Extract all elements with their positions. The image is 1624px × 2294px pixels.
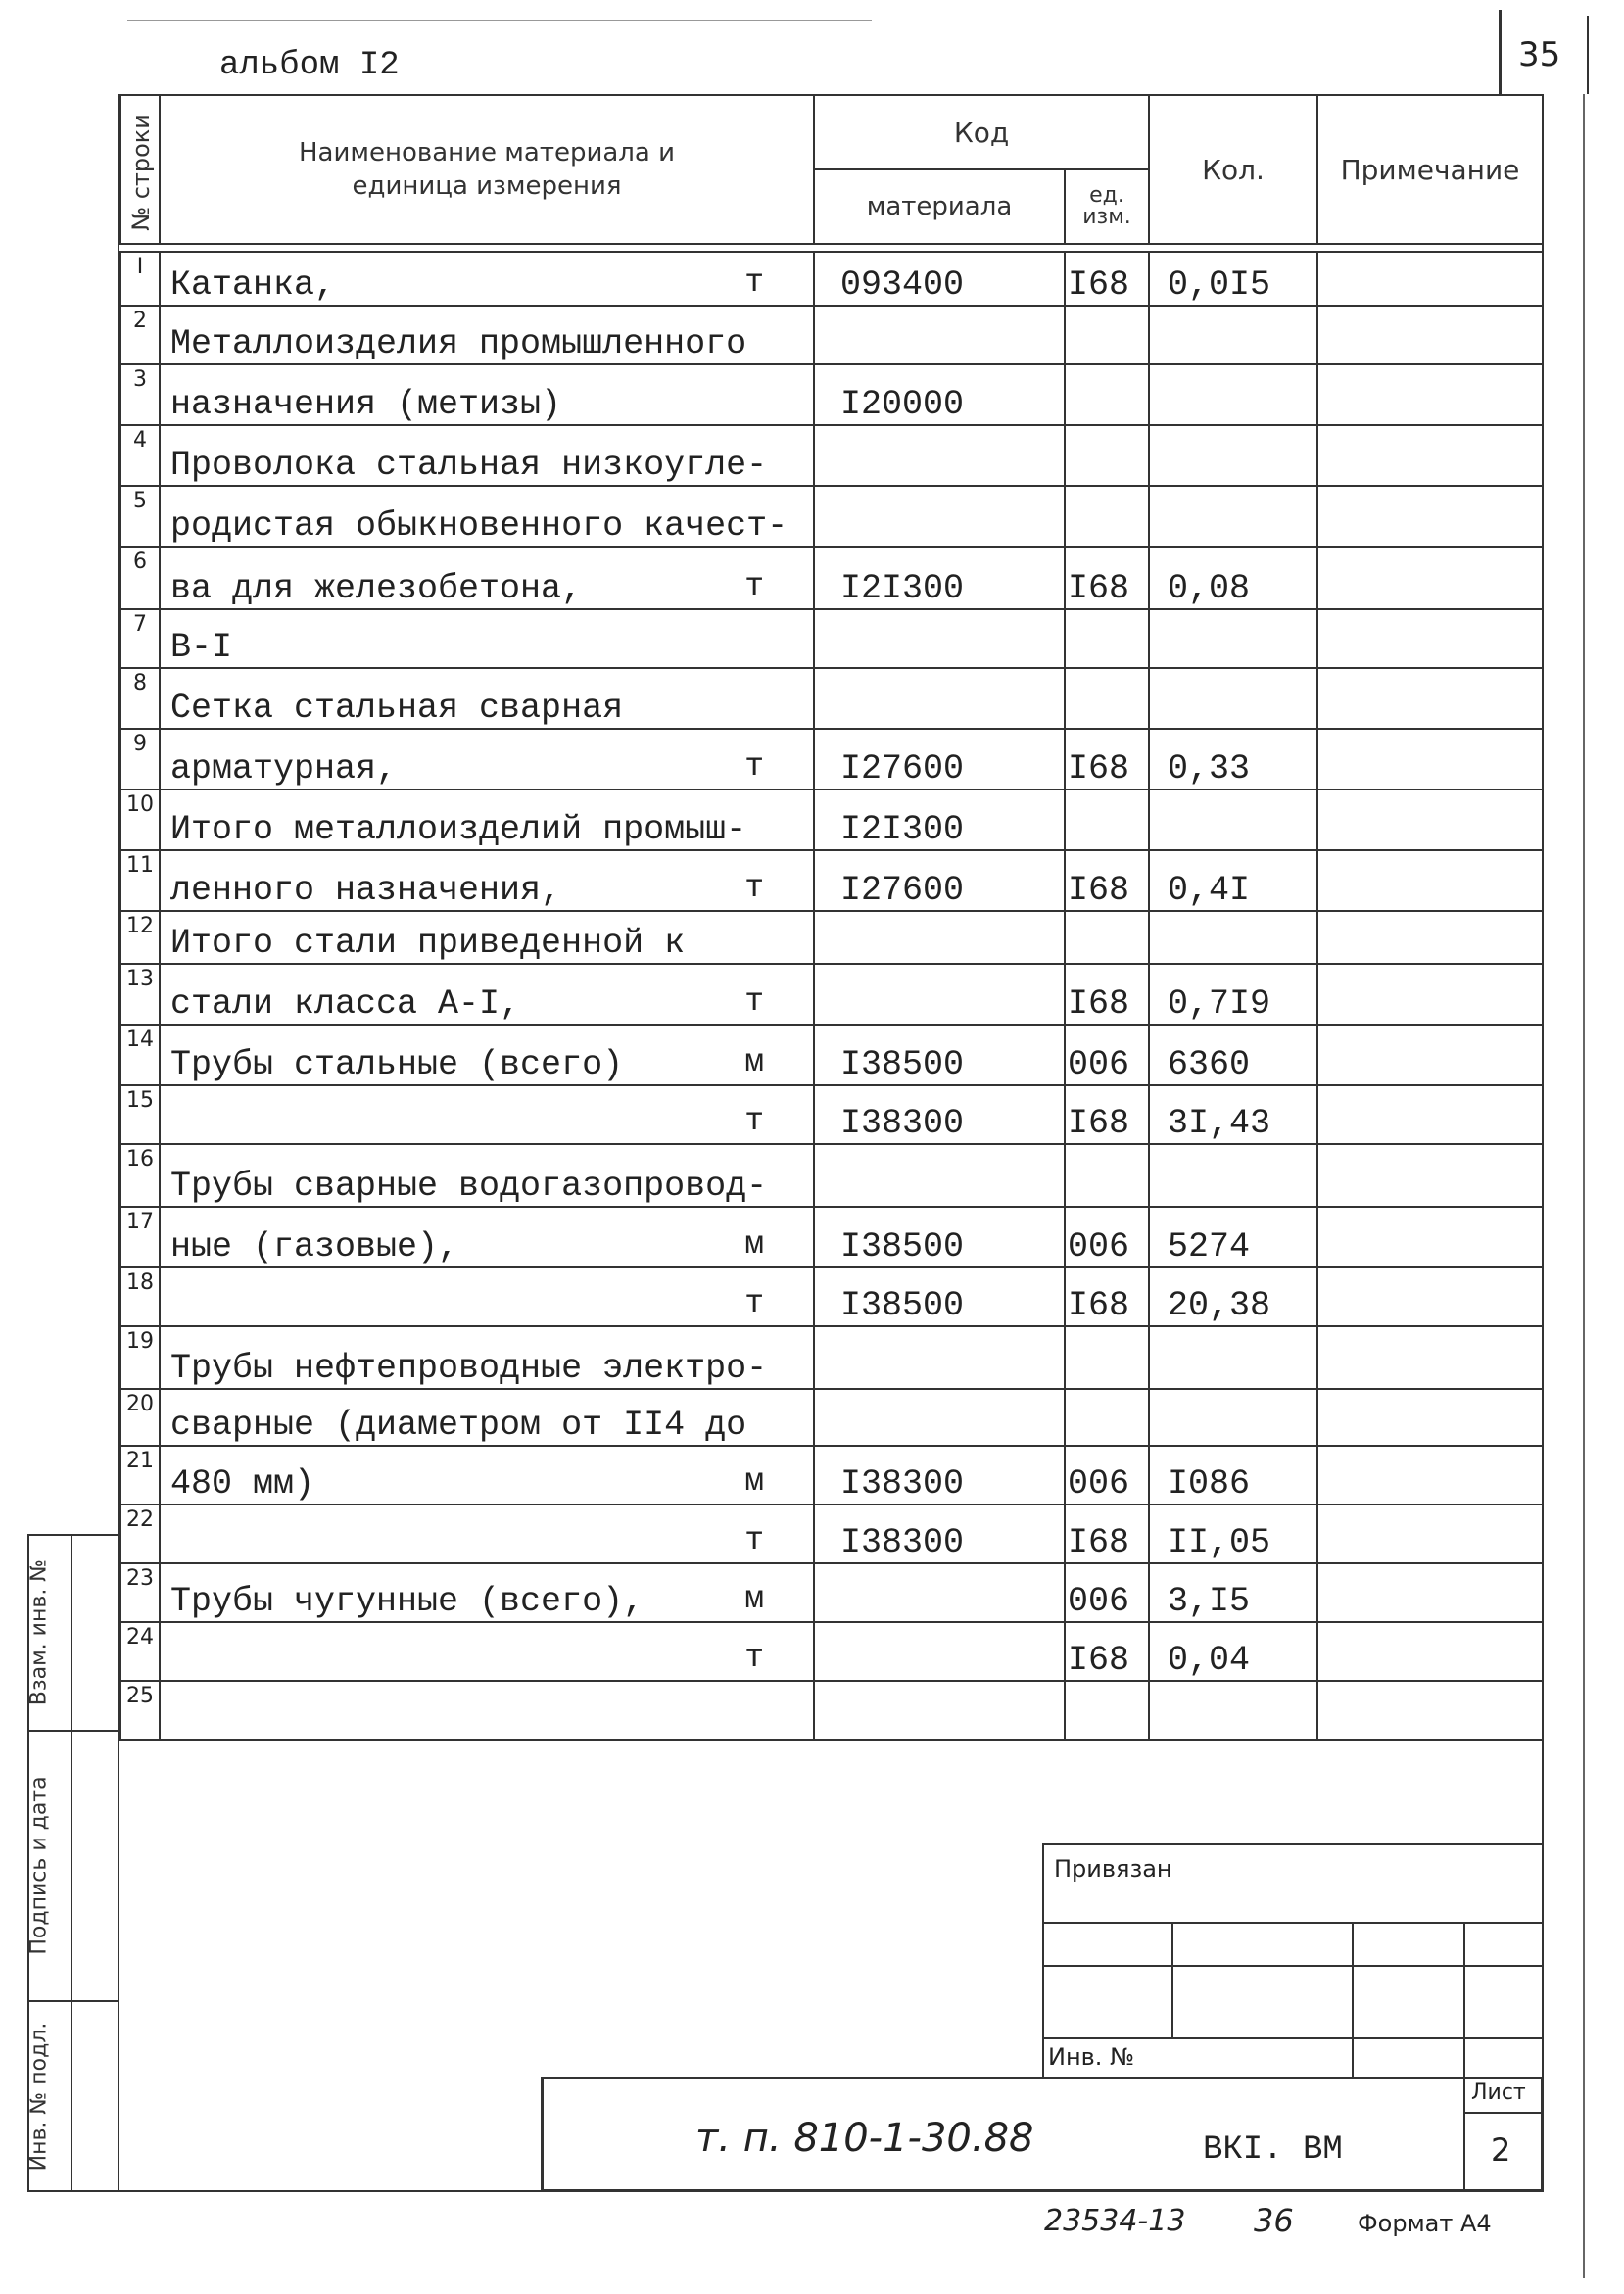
header-row-no-label: № строки <box>127 114 155 231</box>
material-name-text: Проволока стальная низкоугле- <box>170 446 768 485</box>
row-number: 20 <box>120 1389 160 1446</box>
table-row <box>120 1267 1543 1326</box>
table-row <box>120 1025 1543 1085</box>
note <box>1317 609 1543 668</box>
quantity: 6360 <box>1149 1025 1317 1085</box>
material-code: I38300 <box>814 1446 1065 1505</box>
note <box>1317 306 1543 364</box>
note <box>1317 1563 1543 1622</box>
row-number: 17 <box>120 1207 160 1267</box>
material-code <box>814 1622 1065 1681</box>
unit-code: I68 <box>1065 547 1149 609</box>
quantity: 0,04 <box>1149 1622 1317 1681</box>
quantity <box>1149 1144 1317 1207</box>
material-name <box>160 306 814 364</box>
unit-text: т <box>744 1103 764 1139</box>
material-name <box>160 668 814 729</box>
row-number: 18 <box>120 1267 160 1326</box>
header-note-label: Примечание <box>1340 153 1520 186</box>
material-name-text: ва для железобетона, <box>170 569 583 608</box>
unit-code: 006 <box>1065 1025 1149 1085</box>
note <box>1317 1025 1543 1085</box>
header-qty-label: Кол. <box>1202 153 1265 186</box>
unit-code: I68 <box>1065 252 1149 306</box>
side-stamp-divider-v <box>71 1534 72 2192</box>
header-qty <box>1149 95 1317 244</box>
unit-code <box>1065 609 1149 668</box>
unit-code: I68 <box>1065 964 1149 1025</box>
table-row <box>120 1207 1543 1267</box>
material-code: I38500 <box>814 1207 1065 1267</box>
table-row <box>120 425 1543 486</box>
unit-code <box>1065 486 1149 547</box>
quantity: 5274 <box>1149 1207 1317 1267</box>
material-name <box>160 1505 814 1563</box>
header-code-label: Код <box>953 116 1010 149</box>
material-code <box>814 964 1065 1025</box>
material-name <box>160 252 814 306</box>
unit-text: т <box>744 983 764 1020</box>
material-code: I38300 <box>814 1085 1065 1144</box>
material-code: I20000 <box>814 364 1065 425</box>
row-number: 5 <box>120 486 160 547</box>
stamp-sheet-number: 2 <box>1491 2131 1511 2169</box>
note <box>1317 1144 1543 1207</box>
unit-code: I68 <box>1065 729 1149 789</box>
table-row <box>120 668 1543 729</box>
stamp-line-1 <box>1042 1922 1544 1924</box>
material-name <box>160 547 814 609</box>
quantity <box>1149 1389 1317 1446</box>
quantity: 0,0I5 <box>1149 252 1317 306</box>
material-name-text: 480 мм) <box>170 1464 315 1504</box>
note <box>1317 252 1543 306</box>
quantity <box>1149 789 1317 850</box>
quantity: 0,08 <box>1149 547 1317 609</box>
right-edge-line <box>1583 94 1585 2278</box>
quantity <box>1149 1326 1317 1389</box>
quantity: 3I,43 <box>1149 1085 1317 1144</box>
unit-text: м <box>744 1044 764 1080</box>
unit-text: м <box>744 1226 764 1263</box>
material-code: I38500 <box>814 1025 1065 1085</box>
header-code-unit <box>1065 169 1149 244</box>
side-stamp-divider-2 <box>27 2000 119 2002</box>
material-name-text: сварные (диаметром от II4 до <box>170 1406 747 1445</box>
top-right-rule <box>1499 10 1502 94</box>
stamp-line-3 <box>1042 2037 1544 2039</box>
material-name <box>160 1085 814 1144</box>
table-row <box>120 729 1543 789</box>
material-code <box>814 1144 1065 1207</box>
quantity <box>1149 911 1317 964</box>
table-row <box>120 911 1543 964</box>
note <box>1317 1207 1543 1267</box>
material-code <box>814 1681 1065 1740</box>
quantity: II,05 <box>1149 1505 1317 1563</box>
material-name <box>160 1389 814 1446</box>
table-row <box>120 1326 1543 1389</box>
row-number: 2 <box>120 306 160 364</box>
note <box>1317 1505 1543 1563</box>
unit-code: I68 <box>1065 1085 1149 1144</box>
unit-code <box>1065 911 1149 964</box>
header-code-material-label: материала <box>866 192 1013 221</box>
quantity: 3,I5 <box>1149 1563 1317 1622</box>
table-row <box>120 964 1543 1025</box>
row-number: 24 <box>120 1622 160 1681</box>
quantity: 0,33 <box>1149 729 1317 789</box>
unit-text: т <box>744 748 764 785</box>
unit-text: м <box>744 1581 764 1617</box>
unit-code <box>1065 1326 1149 1389</box>
table-row <box>120 306 1543 364</box>
row-number: 21 <box>120 1446 160 1505</box>
stamp-vline-1 <box>1171 1922 1173 2037</box>
unit-code: 006 <box>1065 1446 1149 1505</box>
unit-text: м <box>744 1463 764 1500</box>
material-name-text: Трубы стальные (всего) <box>170 1045 624 1084</box>
table-row <box>120 789 1543 850</box>
unit-code: I68 <box>1065 1267 1149 1326</box>
unit-text: т <box>744 870 764 906</box>
unit-code: I68 <box>1065 1505 1149 1563</box>
side-inv-podl-label: Инв. № подл. <box>26 2022 52 2172</box>
quantity: I086 <box>1149 1446 1317 1505</box>
quantity <box>1149 668 1317 729</box>
note <box>1317 1446 1543 1505</box>
note <box>1317 668 1543 729</box>
material-name <box>160 1267 814 1326</box>
table-row <box>120 1144 1543 1207</box>
material-code: I2I300 <box>814 547 1065 609</box>
row-number: 9 <box>120 729 160 789</box>
material-name-text: Трубы чугунные (всего), <box>170 1582 645 1621</box>
row-number: 13 <box>120 964 160 1025</box>
material-name <box>160 911 814 964</box>
material-name <box>160 729 814 789</box>
unit-code <box>1065 789 1149 850</box>
note <box>1317 486 1543 547</box>
quantity <box>1149 306 1317 364</box>
row-number: 7 <box>120 609 160 668</box>
table-row <box>120 850 1543 911</box>
row-number: 8 <box>120 668 160 729</box>
note <box>1317 729 1543 789</box>
quantity: 20,38 <box>1149 1267 1317 1326</box>
material-name-text: арматурная, <box>170 749 398 789</box>
row-number: 12 <box>120 911 160 964</box>
unit-code: 006 <box>1065 1207 1149 1267</box>
footer-page: 36 <box>1254 2202 1294 2239</box>
material-name <box>160 1622 814 1681</box>
side-podpis-label: Подпись и дата <box>26 1776 52 1955</box>
header-name-label: Наименование материала и единица измерения <box>298 138 676 201</box>
row-number: 6 <box>120 547 160 609</box>
note <box>1317 1681 1543 1740</box>
note <box>1317 911 1543 964</box>
material-name <box>160 609 814 668</box>
top-rule <box>127 20 872 21</box>
table-row <box>120 1085 1543 1144</box>
material-name <box>160 1025 814 1085</box>
side-stamp-divider-1 <box>27 1730 119 1732</box>
stamp-sheet-vline <box>1463 2077 1465 2192</box>
material-name <box>160 364 814 425</box>
material-name <box>160 789 814 850</box>
row-number: 22 <box>120 1505 160 1563</box>
unit-code <box>1065 1144 1149 1207</box>
row-number: 25 <box>120 1681 160 1740</box>
material-name-text: Сетка стальная сварная <box>170 689 624 728</box>
quantity <box>1149 425 1317 486</box>
material-name-text: Итого металлоизделий промыш- <box>170 810 747 849</box>
unit-text: т <box>744 568 764 604</box>
material-code: I38300 <box>814 1505 1065 1563</box>
note <box>1317 1326 1543 1389</box>
quantity <box>1149 486 1317 547</box>
material-code: I27600 <box>814 850 1065 911</box>
material-code <box>814 911 1065 964</box>
row-number: 3 <box>120 364 160 425</box>
table-row <box>120 364 1543 425</box>
row-number: 23 <box>120 1563 160 1622</box>
material-name <box>160 1681 814 1740</box>
quantity: 0,7I9 <box>1149 964 1317 1025</box>
top-right-rule-2 <box>1587 16 1589 94</box>
material-name-text: Итого стали приведенной к <box>170 924 686 963</box>
material-name <box>160 486 814 547</box>
note <box>1317 850 1543 911</box>
stamp-main-block <box>541 2077 1544 2192</box>
unit-code <box>1065 1389 1149 1446</box>
quantity: 0,4I <box>1149 850 1317 911</box>
table-row <box>120 1563 1543 1622</box>
note <box>1317 364 1543 425</box>
unit-code: I68 <box>1065 850 1149 911</box>
table-row <box>120 486 1543 547</box>
row-number: 14 <box>120 1025 160 1085</box>
note <box>1317 547 1543 609</box>
stamp-sheet-label: Лист <box>1471 2080 1526 2105</box>
side-vzam-label: Взам. инв. № <box>26 1558 52 1706</box>
table-row <box>120 609 1543 668</box>
material-code: I38500 <box>814 1267 1065 1326</box>
material-code: I2I300 <box>814 789 1065 850</box>
unit-code: 006 <box>1065 1563 1149 1622</box>
note <box>1317 964 1543 1025</box>
row-number: 19 <box>120 1326 160 1389</box>
material-code: I27600 <box>814 729 1065 789</box>
row-number: 15 <box>120 1085 160 1144</box>
material-name-text: ленного назначения, <box>170 871 562 910</box>
unit-text: т <box>744 1640 764 1676</box>
quantity <box>1149 609 1317 668</box>
unit-code <box>1065 668 1149 729</box>
material-name <box>160 1144 814 1207</box>
table-row <box>120 1446 1543 1505</box>
material-name-text: В-I <box>170 628 233 667</box>
material-code <box>814 1326 1065 1389</box>
stamp-vline-3 <box>1463 1922 1465 2079</box>
unit-text: т <box>744 1285 764 1321</box>
table-row <box>120 1681 1543 1740</box>
unit-code <box>1065 364 1149 425</box>
material-name <box>160 1563 814 1622</box>
material-name-text: родистая обыкновенного качест- <box>170 506 788 546</box>
header-code-unit-label: ед. изм. <box>1082 183 1131 229</box>
table-row <box>120 1389 1543 1446</box>
row-number: I <box>120 252 160 306</box>
material-name <box>160 1207 814 1267</box>
note <box>1317 1085 1543 1144</box>
footer-order-number: 23534-13 <box>1044 2204 1186 2238</box>
material-name-text: стали класса А-I, <box>170 984 521 1024</box>
material-code <box>814 1389 1065 1446</box>
header-note <box>1317 95 1543 244</box>
row-number: 11 <box>120 850 160 911</box>
material-name <box>160 1326 814 1389</box>
stamp-sheet-hline <box>1463 2112 1544 2114</box>
unit-text: т <box>744 1522 764 1558</box>
material-code: 093400 <box>814 252 1065 306</box>
material-code <box>814 609 1065 668</box>
header-row-no <box>120 95 160 244</box>
quantity <box>1149 1681 1317 1740</box>
album-label: альбом I2 <box>219 47 400 84</box>
material-name <box>160 425 814 486</box>
note <box>1317 1389 1543 1446</box>
unit-code: I68 <box>1065 1622 1149 1681</box>
specification-table <box>119 94 1544 1741</box>
page-number: 35 <box>1518 35 1561 74</box>
material-name <box>160 850 814 911</box>
stamp-doc-code: т. п. 810-1-30.88 <box>695 2116 1034 2161</box>
table-row <box>120 1505 1543 1563</box>
material-code <box>814 425 1065 486</box>
table-row <box>120 1622 1543 1681</box>
row-number: 10 <box>120 789 160 850</box>
unit-code <box>1065 306 1149 364</box>
material-code <box>814 486 1065 547</box>
header-name <box>160 95 814 244</box>
material-name-text: Трубы нефтепроводные электро- <box>170 1349 768 1388</box>
note <box>1317 1622 1543 1681</box>
material-name <box>160 1446 814 1505</box>
material-name-text: ные (газовые), <box>170 1227 459 1266</box>
material-name <box>160 964 814 1025</box>
row-number: 16 <box>120 1144 160 1207</box>
unit-code <box>1065 425 1149 486</box>
material-code <box>814 668 1065 729</box>
unit-code <box>1065 1681 1149 1740</box>
row-number: 4 <box>120 425 160 486</box>
stamp-line-2 <box>1042 1965 1544 1967</box>
material-name-text: назначения (метизы) <box>170 385 562 424</box>
material-name-text: Трубы сварные водогазопровод- <box>170 1167 768 1206</box>
table-row <box>120 252 1543 306</box>
stamp-section: ВКI. ВМ <box>1203 2131 1343 2169</box>
header-code <box>814 95 1149 169</box>
note <box>1317 789 1543 850</box>
header-code-material <box>814 169 1065 244</box>
material-name-text: Катанка, <box>170 265 336 305</box>
footer-format: Формат А4 <box>1358 2210 1492 2237</box>
quantity <box>1149 364 1317 425</box>
stamp-privyazan-label: Привязан <box>1054 1855 1172 1883</box>
note <box>1317 1267 1543 1326</box>
unit-text: т <box>744 264 764 301</box>
stamp-inv-label: Инв. № <box>1048 2043 1135 2071</box>
note <box>1317 425 1543 486</box>
material-code <box>814 306 1065 364</box>
table-row <box>120 547 1543 609</box>
material-code <box>814 1563 1065 1622</box>
material-name-text: Металлоизделия промышленного <box>170 324 747 363</box>
stamp-vline-2 <box>1352 1922 1354 2079</box>
